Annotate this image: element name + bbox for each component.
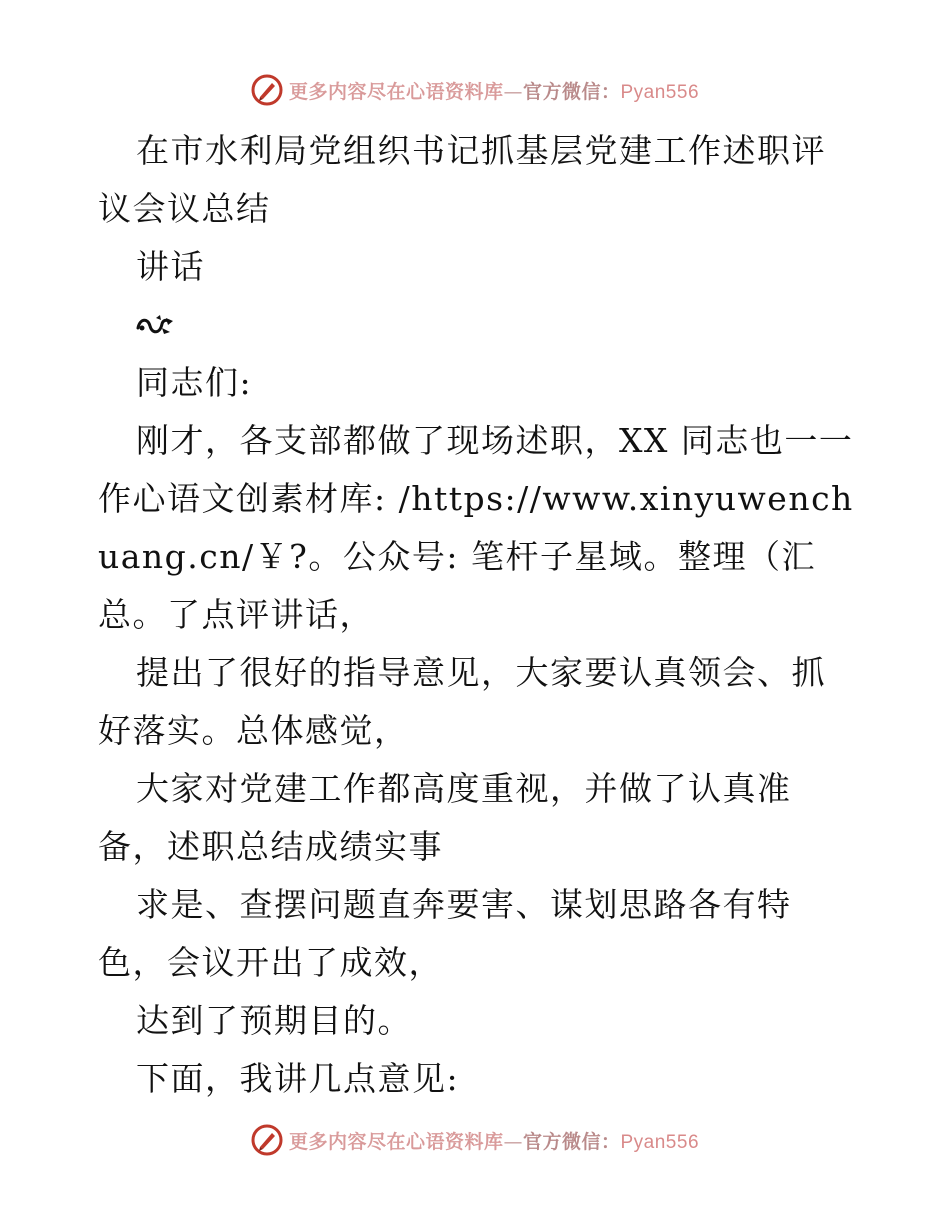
header-watermark-banner: [0, 70, 950, 110]
paragraph-1: 刚才，各支部都做了现场述职，XX 同志也一一作心语文创素材库: /https://www.xinyuwenchuang.cn/￥?。公众号: 笔杆子星域。整理（汇总。了点评讲话，: [98, 421, 854, 634]
pen-logo-icon: [251, 1124, 283, 1156]
paragraph-3: 大家对党建工作都高度重视，并做了认真准备，述职总结成绩实事: [98, 769, 792, 866]
paragraph-6: 下面，我讲几点意见:: [135, 1059, 460, 1098]
document-body: [98, 122, 858, 1108]
document-title: 在市水利局党组织书记抓基层党建工作述职评议会议总结: [98, 131, 826, 228]
pen-logo-icon: [251, 74, 283, 106]
paragraph-4: 求是、查摆问题直奔要害、谋划思路各有特色，会议开出了成效，: [98, 885, 792, 982]
footer-banner-text: 更多内容尽在心语资料库—官方微信：Pyan556: [288, 1130, 700, 1153]
paragraph-greeting: 同志们:: [135, 363, 253, 402]
document-subtitle: 讲话: [135, 247, 205, 286]
dragon-ornament-icon: [136, 296, 196, 354]
paragraph-2: 提出了很好的指导意见，大家要认真领会、抓好落实。总体感觉，: [98, 653, 826, 750]
footer-watermark-banner: [0, 1120, 950, 1160]
paragraph-5: 达到了预期目的。: [135, 1001, 412, 1040]
header-banner-text: 更多内容尽在心语资料库—官方微信：Pyan556: [288, 80, 700, 103]
